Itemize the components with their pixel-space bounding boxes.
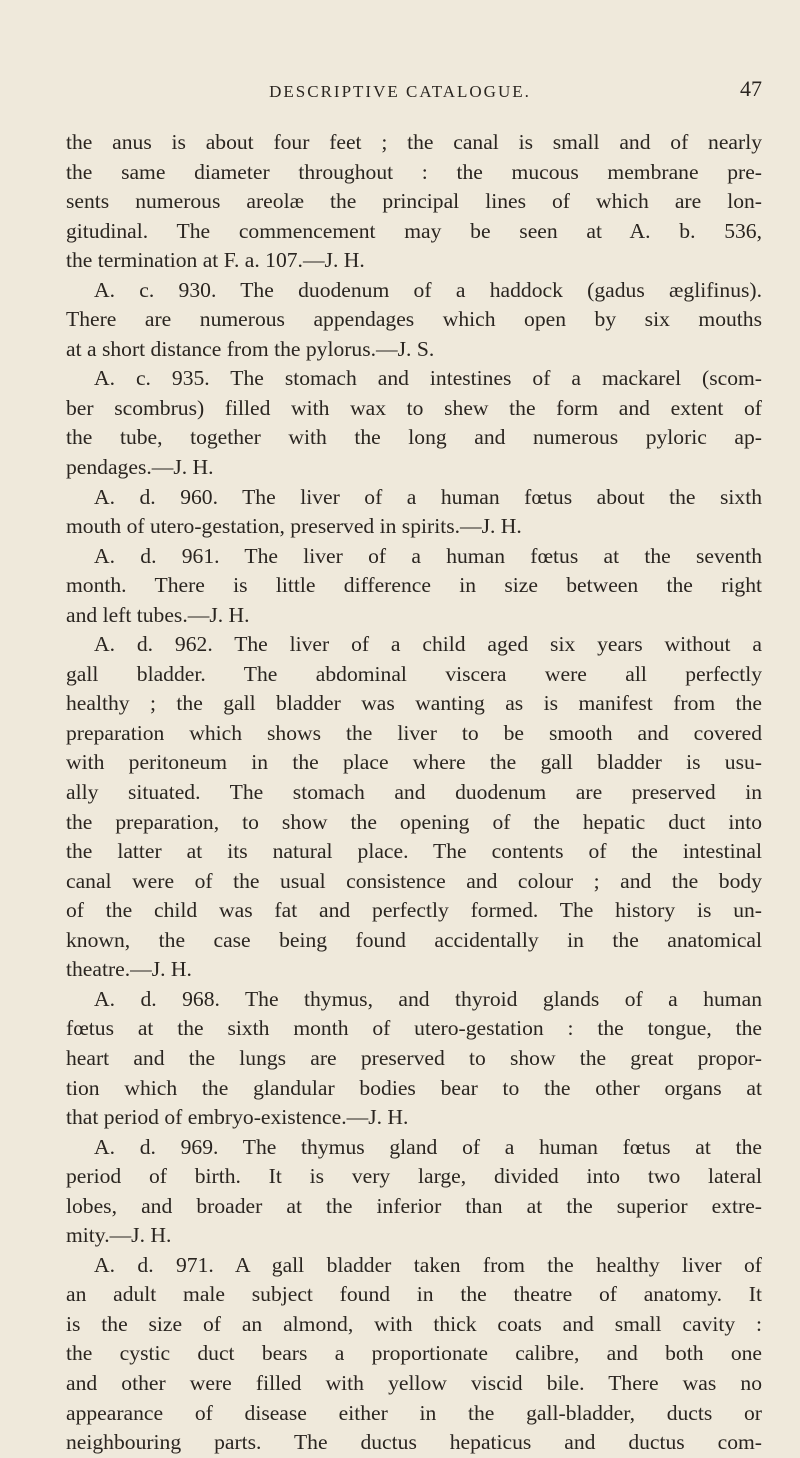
text-line: mouth of utero-gestation, preserved in spirits.—J. H. xyxy=(66,514,522,539)
text-line: heart and the lungs are preserved to show the great propor- xyxy=(66,1045,762,1070)
text-line: A. d. 962. The liver of a child aged six years without a xyxy=(94,632,762,657)
text-line: theatre.—J. H. xyxy=(66,957,192,982)
text-line: A. d. 971. A gall bladder taken from the healthy liver of xyxy=(94,1252,762,1277)
text-line: A. d. 968. The thymus, and thyroid glands of a human xyxy=(94,986,762,1011)
text-line: neighbouring parts. The ductus hepaticus and ductus com- xyxy=(66,1430,762,1455)
text-line: period of birth. It is very large, divided into two lateral xyxy=(66,1164,762,1189)
text-line: pendages.—J. H. xyxy=(66,455,214,480)
text-line: at a short distance from the pylorus.—J. S. xyxy=(66,336,435,361)
text-line: canal were of the usual consistence and colour ; and the body xyxy=(66,868,762,893)
text-line: gitudinal. The commencement may be seen at A. b. 536, xyxy=(66,218,762,243)
text-line: with peritoneum in the place where the gall bladder is usu- xyxy=(66,750,762,775)
text-line: month. There is little difference in size between the right xyxy=(66,573,762,598)
page-number: 47 xyxy=(740,76,762,101)
text-line: the cystic duct bears a proportionate calibre, and both one xyxy=(66,1341,762,1366)
text-line: the termination at F. a. 107.—J. H. xyxy=(66,248,365,273)
text-line: the latter at its natural place. The contents of the intestinal xyxy=(66,839,762,864)
text-line: ber scombrus) filled with wax to shew the form and extent of xyxy=(66,395,762,420)
text-line: A. d. 969. The thymus gland of a human fœtus at the xyxy=(94,1134,762,1159)
text-line: tion which the glandular bodies bear to the other organs at xyxy=(66,1075,762,1100)
text-line: A. c. 930. The duodenum of a haddock (gadus æglifinus). xyxy=(94,277,762,302)
catalogue-text xyxy=(66,128,762,1458)
text-line: and other were filled with yellow viscid bile. There was no xyxy=(66,1370,762,1395)
text-line: the anus is about four feet ; the canal is small and of nearly xyxy=(66,130,762,154)
text-line: sents numerous areolæ the principal lines of which are lon- xyxy=(66,189,762,214)
text-line: There are numerous appendages which open by six mouths xyxy=(66,307,762,332)
text-line: mity.—J. H. xyxy=(66,1223,172,1248)
text-line: that period of embryo-existence.—J. H. xyxy=(66,1105,409,1130)
text-line: the tube, together with the long and numerous pyloric ap- xyxy=(66,425,762,450)
text-line: known, the case being found accidentally in the anatomical xyxy=(66,927,762,952)
text-line: and left tubes.—J. H. xyxy=(66,602,250,627)
text-line: an adult male subject found in the theatre of anatomy. It xyxy=(66,1282,762,1307)
text-line: ally situated. The stomach and duodenum are preserved in xyxy=(66,780,762,805)
text-line: A. d. 960. The liver of a human fœtus about the sixth xyxy=(94,484,762,509)
text-line: A. c. 935. The stomach and intestines of a mackarel (scom- xyxy=(94,366,762,391)
text-line: gall bladder. The abdominal viscera were all perfectly xyxy=(66,661,762,686)
running-head-title: DESCRIPTIVE CATALOGUE. xyxy=(269,82,531,101)
text-line: is the size of an almond, with thick coats and small cavity : xyxy=(66,1311,762,1336)
text-line: lobes, and broader at the inferior than at the superior extre- xyxy=(66,1193,762,1218)
text-line: appearance of disease either in the gall-bladder, ducts or xyxy=(66,1400,762,1425)
text-line: the preparation, to show the opening of the hepatic duct into xyxy=(66,809,762,834)
text-line: A. d. 961. The liver of a human fœtus at the seventh xyxy=(94,543,762,568)
text-line: of the child was fat and perfectly formed. The history is un- xyxy=(66,898,762,923)
text-line: fœtus at the sixth month of utero-gestation : the tongue, the xyxy=(66,1016,762,1041)
text-line: healthy ; the gall bladder was wanting as is manifest from the xyxy=(66,691,762,716)
running-head xyxy=(0,76,800,106)
text-line: preparation which shows the liver to be smooth and covered xyxy=(66,720,762,745)
text-line: the same diameter throughout : the mucous membrane pre- xyxy=(66,159,762,184)
